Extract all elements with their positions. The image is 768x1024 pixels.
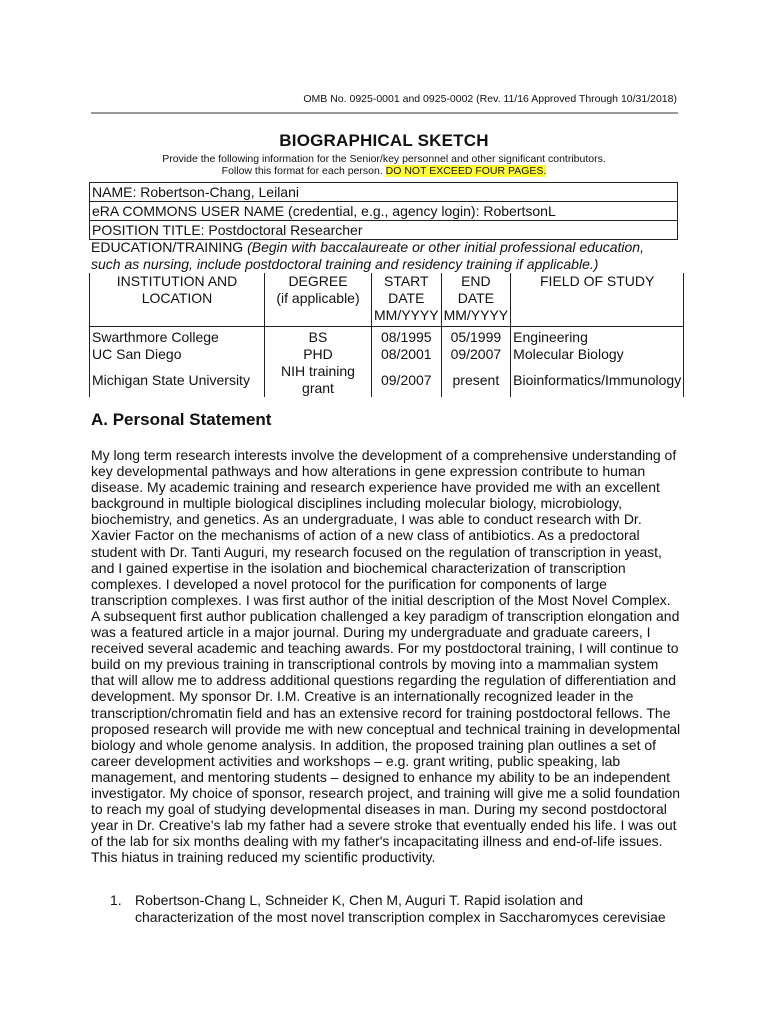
cell-end: 09/2007 — [441, 346, 511, 363]
page-limit-warning: DO NOT EXCEED FOUR PAGES. — [385, 165, 547, 177]
header-start: START DATE MM/YYYY — [372, 273, 442, 327]
instructions-line-1: Provide the following information for the Senior/key personnel and other significant contributors. — [162, 153, 606, 165]
cell-degree: NIH training grant — [265, 363, 372, 397]
cell-field: Bioinformatics/Immunology — [511, 363, 684, 397]
cell-end: present — [441, 363, 511, 397]
instructions-text: Follow this format for each person. — [221, 165, 386, 177]
cell-institution: UC San Diego — [90, 346, 265, 363]
education-title: EDUCATION/TRAINING — [91, 239, 248, 255]
table-row — [90, 346, 684, 363]
reference-text: Robertson-Chang L, Schneider K, Chen M, Auguri T. Rapid isolation and characterization of the most novel transcription complex in Saccharomyces cerevisiae — [135, 892, 666, 925]
cell-degree: PHD — [265, 346, 372, 363]
cell-degree: BS — [265, 327, 372, 347]
cell-institution: Swarthmore College — [90, 327, 265, 347]
table-row — [90, 327, 684, 347]
cell-start: 09/2007 — [372, 363, 442, 397]
name-field: NAME: Robertson-Chang, Leilani — [89, 182, 678, 202]
cell-field: Molecular Biology — [511, 346, 684, 363]
education-table — [89, 273, 684, 397]
reference-number: 1. — [110, 892, 122, 908]
omb-number: OMB No. 0925-0001 and 0925-0002 (Rev. 11/16 Approved Through 10/31/2018) — [303, 93, 677, 105]
cell-field: Engineering — [511, 327, 684, 347]
header-degree: DEGREE (if applicable) — [265, 273, 372, 327]
education-note: (Begin with baccalaureate or other initial professional education, such as nursing, include postdoctoral training and residency training if applicable.) — [91, 239, 644, 272]
table-row — [90, 363, 684, 397]
header-field: FIELD OF STUDY — [511, 273, 684, 327]
page-title: BIOGRAPHICAL SKETCH — [279, 131, 489, 150]
personal-statement-heading: A. Personal Statement — [91, 410, 272, 429]
table-header-row — [90, 273, 684, 327]
cell-end: 05/1999 — [441, 327, 511, 347]
header-end: END DATE MM/YYYY — [441, 273, 511, 327]
position-title-field: POSITION TITLE: Postdoctoral Researcher — [89, 220, 678, 240]
era-commons-field: eRA COMMONS USER NAME (credential, e.g., agency login): RobertsonL — [89, 201, 678, 221]
reference-list — [110, 892, 673, 926]
education-label — [91, 239, 677, 273]
header-institution: INSTITUTION AND LOCATION — [90, 273, 265, 327]
header-rule — [91, 112, 678, 114]
cell-start: 08/1995 — [372, 327, 442, 347]
cell-institution: Michigan State University — [90, 363, 265, 397]
list-item — [110, 892, 673, 926]
personal-statement-paragraph: My long term research interests involve the development of a comprehensive understanding of key developmental pathways and how alterations in gene expression contribute to human disease. My academic training and research experience have provided me with an excellent background in multiple biological disciplines including molecular biology, microbiology, biochemistry, and genetics. As an undergraduate, I was able to conduct research with Dr. Xavier Factor on the mechanisms of action of a new class of antibiotics. As a predoctoral student with Dr. Tanti Auguri, my research focused on the regulation of transcription in yeast, and I gained expertise in the isolation and biochemical characterization of transcription complexes. I developed a novel protocol for the purification for components of large transcription complexes. I was first author of the initial description of the Most Novel Complex. A subsequent first author publication challenged a key paradigm of transcription elongation and was a featured article in a major journal. During my undergraduate and graduate careers, I received several academic and teaching awards. For my postdoctoral training, I will continue to build on my previous training in transcriptional controls by moving into a mammalian system that will allow me to address additional questions regarding the regulation of differentiation and development. My sponsor Dr. I.M. Creative is an internationally recognized leader in the transcription/chromatin field and has an extensive record for training postdoctoral fellows. The proposed research will provide me with new conceptual and technical training in developmental biology and whole genome analysis. In addition, the proposed training plan outlines a set of career development activities and workshops – e.g. grant writing, public speaking, lab management, and mentoring students – designed to enhance my ability to be an independent investigator. My choice of sponsor, research project, and training will give me a solid foundation to reach my goal of studying developmental diseases in man. During my second postdoctoral year in Dr. Creative's lab my father had a severe stroke that eventually ended his life. I was out of the lab for six months dealing with my father's incapacitating illness and end-of-life issues. This hiatus in training reduced my scientific productivity. — [91, 447, 681, 866]
instructions-line-2 — [0, 165, 768, 177]
cell-start: 08/2001 — [372, 346, 442, 363]
